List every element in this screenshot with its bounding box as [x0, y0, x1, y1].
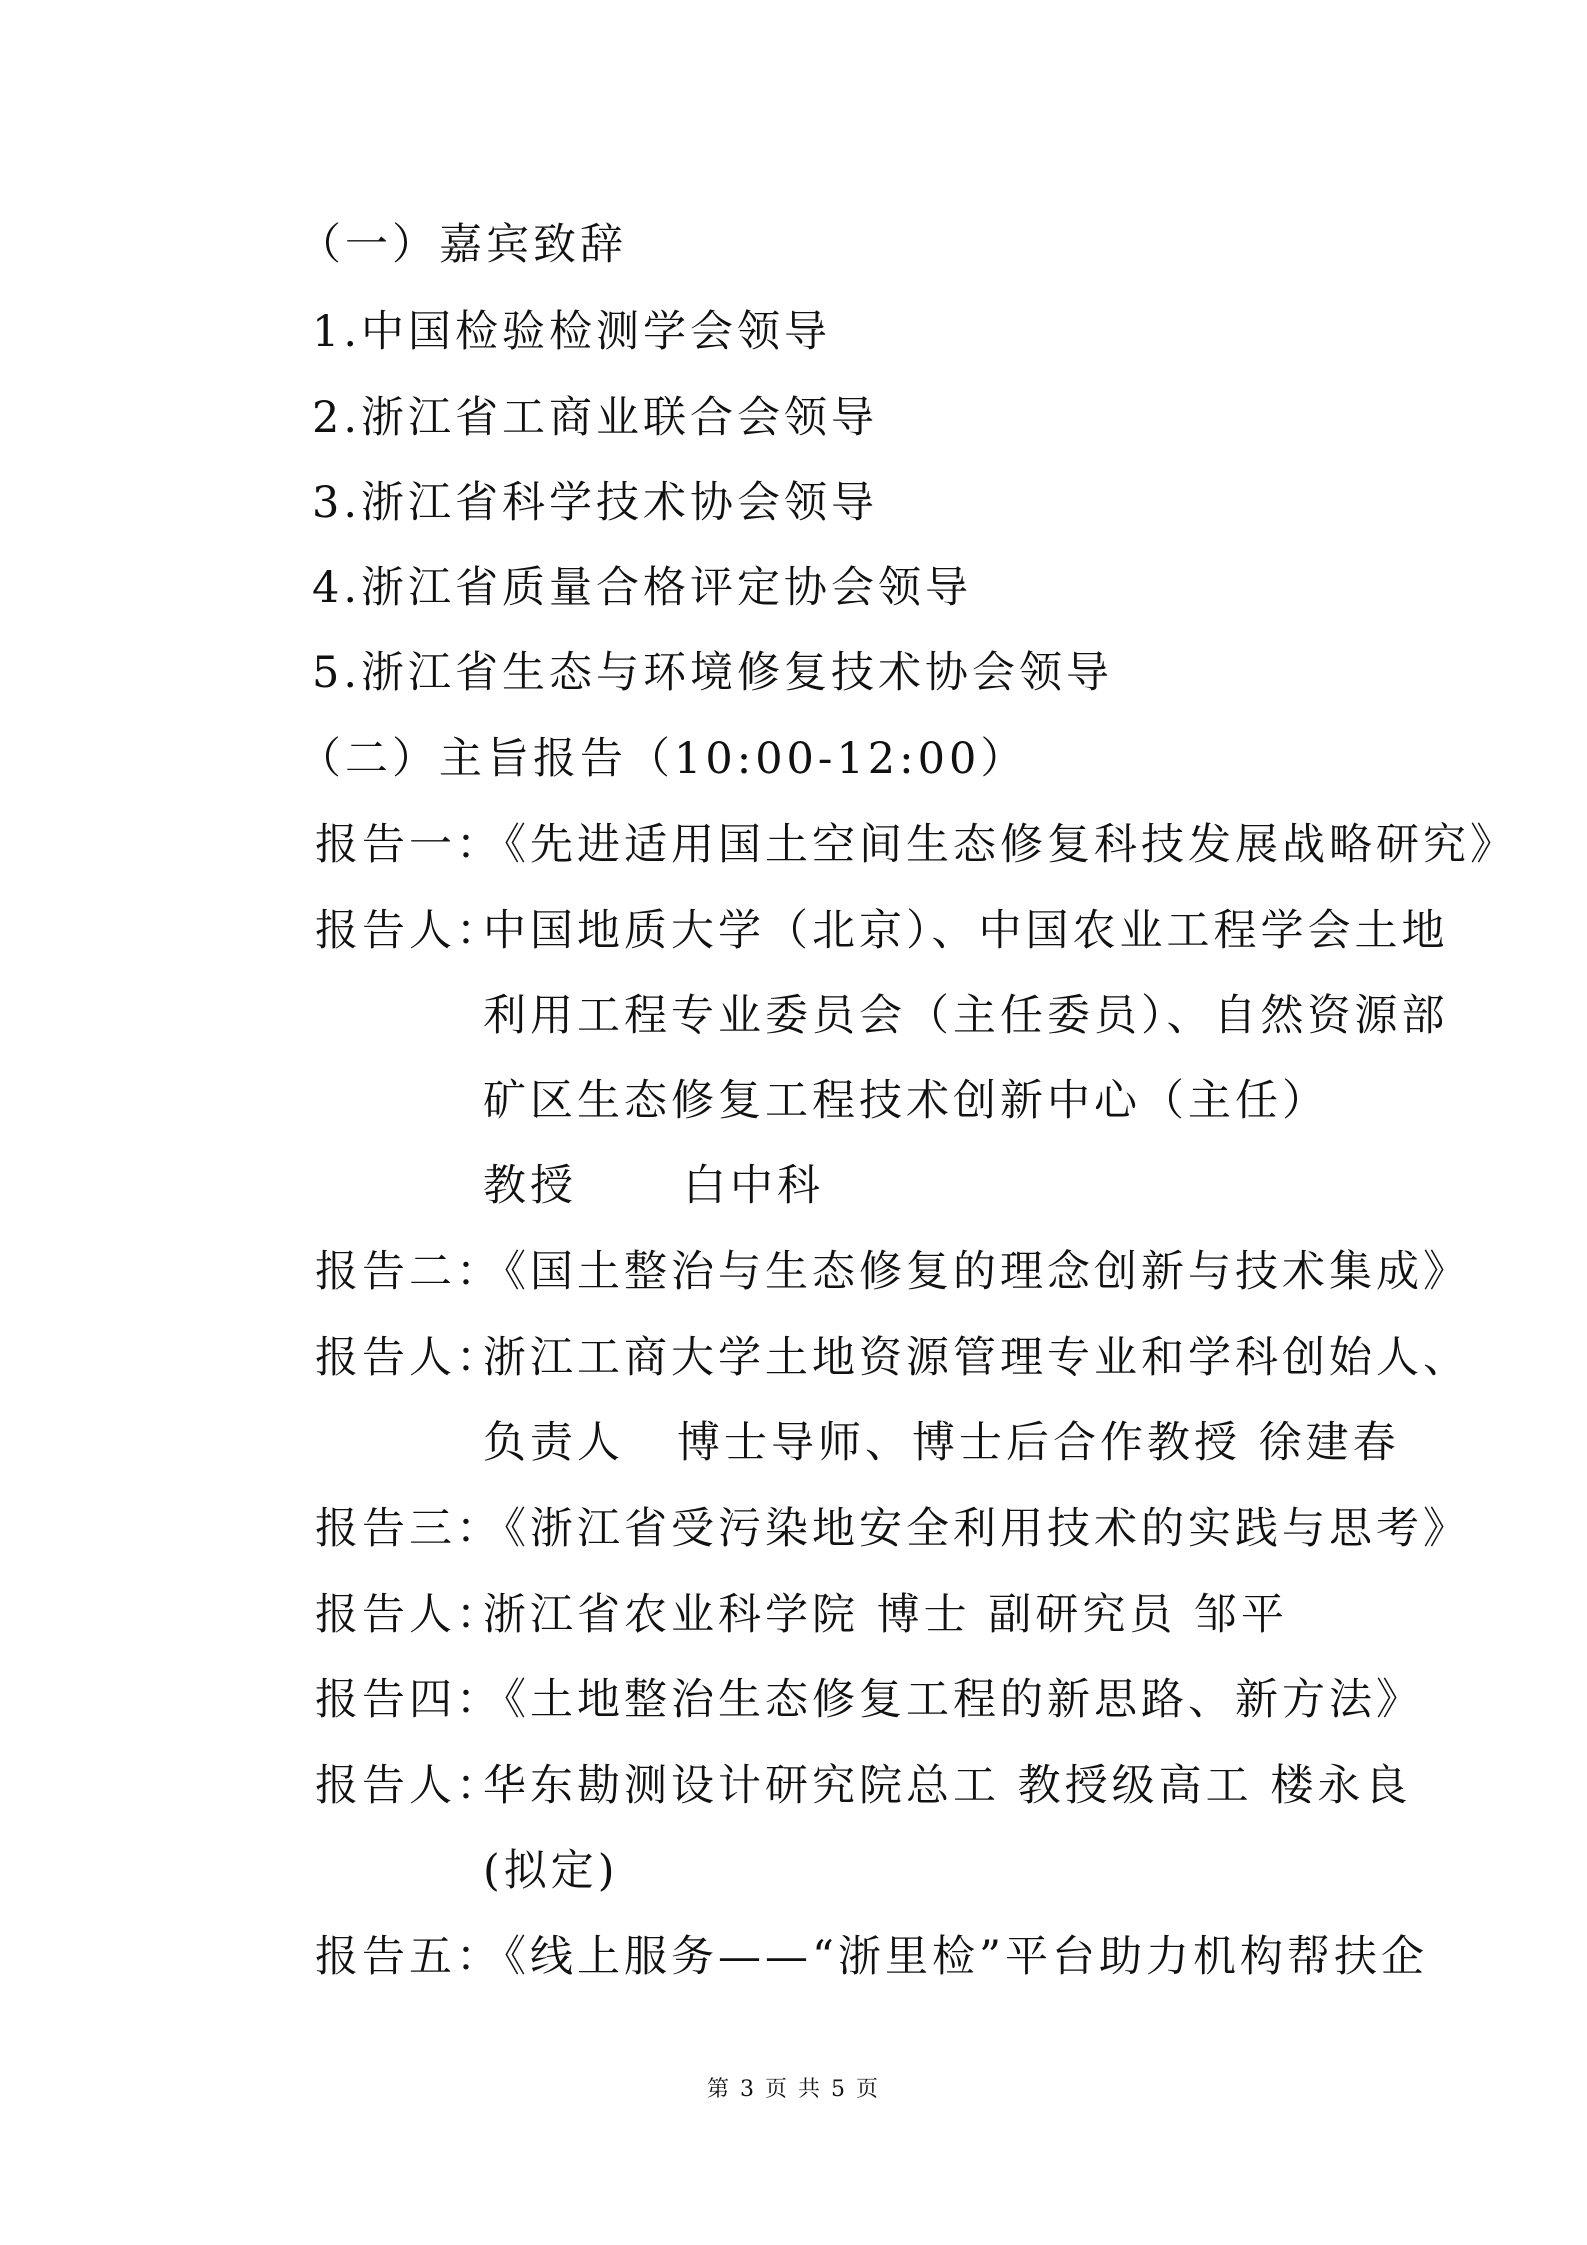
report-label: 报告三：: [315, 1504, 503, 1554]
report-title: 《土地整治生态修复工程的新思路、新方法》: [483, 1675, 1423, 1725]
list-item: 4.浙江省质量合格评定协会领导: [312, 563, 973, 613]
section-heading-keynote-reports: （二）主旨报告（10:00-12:00）: [298, 734, 1028, 784]
report-label: 报告一：: [315, 820, 503, 870]
list-item: 3.浙江省科学技术协会领导: [312, 478, 879, 528]
speaker-label: 报告人：: [315, 1761, 503, 1811]
list-item: 5.浙江省生态与环境修复技术协会领导: [312, 648, 1114, 698]
report-title: 《国土整治与生态修复的理念创新与技术集成》: [483, 1247, 1470, 1297]
speaker-line: 负责人 博士导师、博士后合作教授 徐建春: [483, 1418, 1400, 1468]
speaker-line: 利用工程专业委员会（主任委员）、自然资源部: [483, 991, 1449, 1041]
speaker-label: 报告人：: [315, 906, 503, 956]
speaker-line: 教授 白中科: [483, 1161, 825, 1211]
speaker-line: 浙江省农业科学院 博士 副研究员 邹平: [483, 1590, 1289, 1640]
report-label: 报告五：: [315, 1932, 503, 1982]
report-label: 报告四：: [315, 1675, 503, 1725]
speaker-label: 报告人：: [315, 1333, 503, 1383]
list-item: 1.中国检验检测学会领导: [312, 307, 832, 357]
list-item: 2.浙江省工商业联合会领导: [312, 393, 879, 443]
speaker-line: 中国地质大学（北京）、中国农业工程学会土地: [483, 906, 1449, 956]
report-title: 《先进适用国土空间生态修复科技发展战略研究》: [483, 820, 1517, 870]
speaker-line: 华东勘测设计研究院总工 教授级高工 楼永良: [483, 1761, 1412, 1811]
report-title: 《浙江省受污染地安全利用技术的实践与思考》: [483, 1504, 1470, 1554]
speaker-line: (拟定): [483, 1846, 619, 1896]
section-heading-guest-speeches: （一）嘉宾致辞: [298, 220, 627, 270]
speaker-label: 报告人：: [315, 1590, 503, 1640]
speaker-line: 矿区生态修复工程技术创新中心（主任）: [483, 1076, 1329, 1126]
report-title: 《线上服务——“浙里检”平台助力机构帮扶企: [483, 1932, 1428, 1982]
report-label: 报告二：: [315, 1247, 503, 1297]
speaker-line: 浙江工商大学土地资源管理专业和学科创始人、: [483, 1333, 1470, 1383]
page-number-footer: 第 3 页 共 5 页: [707, 2077, 880, 2102]
